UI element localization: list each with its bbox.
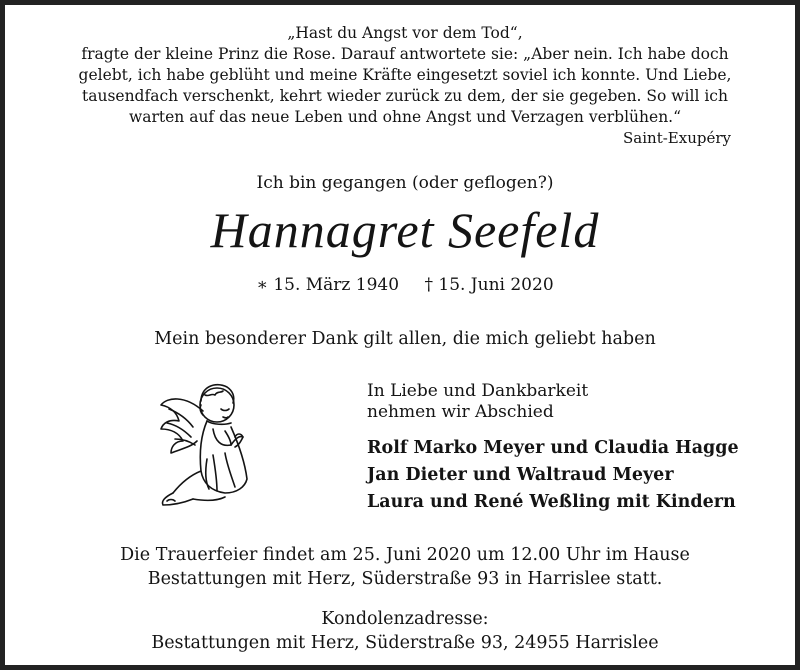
quote-line: „Hast du Angst vor dem Tod“,: [287, 24, 523, 42]
intro-line: Ich bin gegangen (oder geflogen?): [256, 173, 554, 193]
ceremony-line: Bestattungen mit Herz, Süderstraße 93 in Harrislee statt.: [147, 569, 663, 589]
ceremony-info: [5, 543, 800, 591]
quote-line: gelebt, ich habe geblüht und meine Kräfte eingesetzt soviel ich konnte. Und Liebe,: [78, 66, 732, 84]
quote-block: [45, 23, 765, 128]
quote-line: warten auf das neue Leben und ohne Angst und Verzagen verblühen.“: [128, 108, 682, 126]
quote-line: fragte der kleine Prinz die Rose. Darauf antwortete sie: „Aber nein. Ich habe doch: [81, 45, 729, 63]
condolence-address: [5, 607, 800, 655]
family-member: Laura und René Weßling mit Kindern: [367, 492, 736, 512]
birth-date: ∗ 15. März 1940: [256, 275, 400, 295]
quote-line: tausendfach verschenkt, kehrt wieder zurück zu dem, der sie gegeben. So will ich: [82, 87, 728, 105]
quote-author: Saint-Exupéry: [623, 129, 731, 147]
deceased-name: Hannagret Seefeld: [210, 202, 600, 258]
life-dates: [5, 275, 800, 295]
farewell-line: In Liebe und Dankbarkeit: [367, 381, 589, 401]
family-member: Rolf Marko Meyer und Claudia Hagge: [367, 438, 739, 458]
family-member: Jan Dieter und Waltraud Meyer: [367, 465, 674, 485]
death-date: † 15. Juni 2020: [424, 275, 554, 295]
condolence-label: Kondolenzadresse:: [321, 609, 489, 629]
farewell-line: nehmen wir Abschied: [367, 402, 554, 422]
ceremony-line: Die Trauerfeier findet am 25. Juni 2020 um 12.00 Uhr im Hause: [120, 545, 690, 565]
thanks-line: Mein besonderer Dank gilt allen, die mich geliebt haben: [154, 329, 656, 349]
condolence-line: Bestattungen mit Herz, Süderstraße 93, 24955 Harrislee: [151, 633, 659, 653]
family-names: [367, 435, 739, 516]
farewell-text: [367, 381, 588, 423]
praying-angel-icon: [155, 375, 255, 519]
